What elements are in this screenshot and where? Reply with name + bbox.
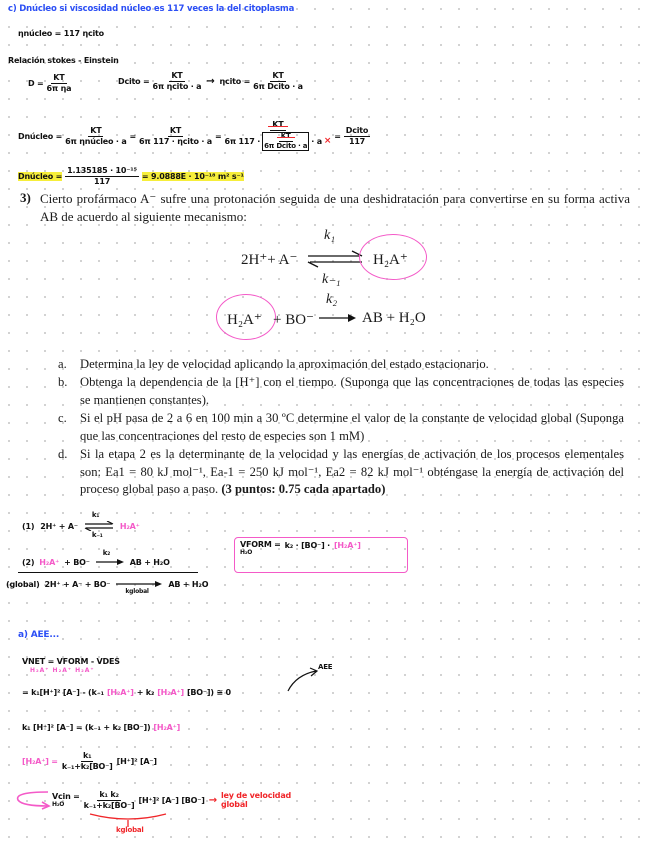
divider-line xyxy=(18,572,198,573)
aee-line-1: = k₁[H⁺]² [A⁻] - (k₋₁ [H₂A⁺] + k₂ [H₂A⁺] [BO⁻]) ≅ 0 xyxy=(22,688,231,697)
arrow-icon xyxy=(286,667,322,693)
equilibrium-arrow-icon xyxy=(306,250,364,268)
aee-line-3: [H₂A⁺] = $\frac{\text{k₁}}{\text{k₋₁+k₂[BO⁻]}}$ [H⁺]² [A⁻] xyxy=(22,751,157,771)
vnet-line: VNET = VFORM - VDES xyxy=(22,657,120,666)
pink-arrow-icon xyxy=(12,788,52,810)
rxn2-left-species: H₂A⁺ xyxy=(227,312,262,328)
eq-dnucleo-result: Dnúcleo = $\frac{\text{1.135185 · 10⁻¹⁵}}{117}$ = 9.0888E · 10⁻¹⁸ m² s⁻¹ xyxy=(18,166,244,186)
step2: (2) H₂A⁺ + BO⁻ k₂ AB + H₂O xyxy=(22,549,170,567)
rxn1-right: H₂A⁺ xyxy=(373,252,408,268)
reaction-arrow-icon xyxy=(318,312,358,324)
kglobal-label: kglobal xyxy=(116,826,144,834)
rxn1-left: 2H⁺+ A⁻ xyxy=(241,252,298,268)
rxn2-right: AB + H₂O xyxy=(362,310,426,326)
aee-heading: a) AEE... xyxy=(18,630,60,640)
eq-dnucleo-derivation: Dnúcleo = $\frac{KT}{\text{6π ηnúcleo · a}}$ = $\frac{KT}{\text{6π 117 · ηcito · a}}$ = KT 6π 117 · $\frac{KT}{\text{6π Dcito · a}}$ · a × = $\frac{\text{Dcito}}{117}$ xyxy=(18,120,369,150)
aee-tag: AEE xyxy=(318,663,333,671)
final-rate-law: Vcin = H₂O $\frac{\text{k₁ k₂}}{\text{k₋₁+k₂[BO⁻]}}$ [H⁺]² [A⁻] [BO⁻] → ley de velocidad global xyxy=(52,790,292,810)
reaction-arrow-icon xyxy=(95,557,125,567)
aee-line-2: k₁ [H⁺]² [A⁻] = (k₋₁ + k₂ [BO⁻]) [H₂A⁺] xyxy=(22,723,181,732)
vform-expression: VFORM = H₂O k₂ · [BO⁻] · [H₂A⁺] xyxy=(240,540,361,556)
rxn1-k-reverse: k₋₁ xyxy=(322,272,341,287)
item-a: a. Determina la ley de velocidad aplicando la aproximación del estado estacionario. xyxy=(58,357,489,371)
item-b: b. Obtenga la dependencia de la [H⁺] con el tiempo. (Suponga que las concentraciones de todas las especies se mantienen constantes). xyxy=(58,375,624,407)
item-d: d. Si la etapa 2 es la determinante de la velocidad y las energías de activación de los procesos elementales son: Ea1 = 80 kJ mol⁻¹, Ea-1 = 250 kJ mol⁻¹, Ea2 = 82 kJ mol⁻¹ obténgase la energía de activación del proceso global paso a paso. (3 puntos: 0.75 cada apartado) xyxy=(58,447,624,496)
eta-relation: ηnúcleo = 117 ηcito xyxy=(18,29,104,38)
strike-mark xyxy=(268,126,287,127)
step1: (1) 2H⁺ + A⁻ k₁ k₋₁ H₂A⁺ xyxy=(22,511,140,539)
global-reaction: (global) 2H⁺ + A⁻ + BO⁻ kglobal AB + H₂O xyxy=(6,579,209,595)
item-c: c. Si el pH pasa de 2 a 6 en 100 min a 30 ºC determine el valor de la constante de velocidad global (Suponga que las concentraciones del resto de especies son 1 mM) xyxy=(58,411,624,443)
eq-dcito: Dcito = $\frac{KT}{\text{6π ηcito · a}}$ → ηcito = $\frac{KT}{\text{6π Dcito · a}}$ xyxy=(118,71,303,91)
vnet-subscripts: H₂A⁺ H₂A⁺ H₂A⁺ xyxy=(30,667,95,674)
problem-number: 3) xyxy=(20,190,31,205)
eq-d: D = $\frac{KT}{\text{6π ηa}}$ xyxy=(28,73,72,93)
rxn2-k: k₂ xyxy=(326,292,338,307)
equilibrium-arrow-icon xyxy=(84,521,114,531)
problem-statement: Cierto profármaco A⁻ sufre una protonación seguida de una deshidratación para convertirse en su forma activa AB de acuerdo al siguiente mecanismo: xyxy=(40,191,630,224)
rxn1-k-forward: k₁ xyxy=(324,228,336,243)
rxn2-left-base: + BO⁻ xyxy=(273,312,314,328)
stokes-einstein-label: Relación stokes - Einstein xyxy=(8,56,119,65)
notes-heading: c) Dnúcleo si viscosidad núcleo es 117 veces la del citoplasma xyxy=(8,4,295,14)
arrow-icon: → xyxy=(206,76,215,87)
